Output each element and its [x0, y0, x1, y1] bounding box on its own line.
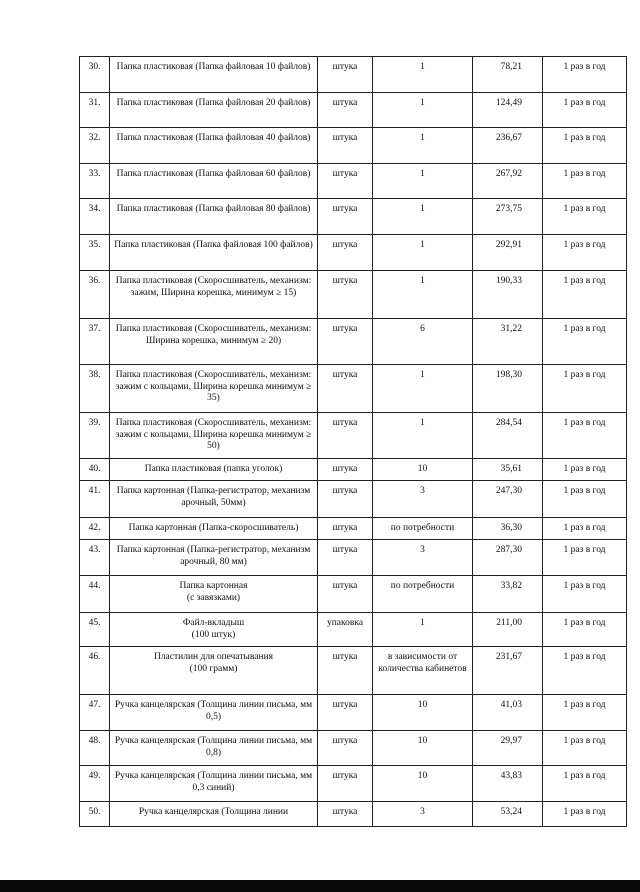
cell-price: 284,54 [473, 413, 543, 459]
cell-qty: 1 [373, 199, 473, 235]
cell-num: 36. [80, 271, 110, 319]
table-row [80, 802, 627, 827]
cell-num: 41. [80, 481, 110, 518]
cell-price: 36,30 [473, 518, 543, 540]
cell-period: 1 раз в год [543, 164, 627, 199]
table-row [80, 731, 627, 766]
cell-unit: штука [318, 128, 373, 164]
cell-name: Папка пластиковая (Папка файловая 60 файлов) [110, 164, 318, 199]
cell-unit: штука [318, 647, 373, 695]
cell-unit: штука [318, 413, 373, 459]
table-row [80, 613, 627, 647]
cell-period: 1 раз в год [543, 57, 627, 93]
cell-price: 292,91 [473, 235, 543, 271]
cell-period: 1 раз в год [543, 576, 627, 613]
cell-num: 38. [80, 365, 110, 413]
cell-unit: штука [318, 93, 373, 128]
cell-name: Папка картонная (Папка-регистратор, механизм арочный, 80 мм) [110, 540, 318, 576]
cell-name: Папка пластиковая (Скоросшиватель, механизм: зажим с кольцами, Ширина корешка минимум ≥ 35) [110, 365, 318, 413]
table-row [80, 128, 627, 164]
cell-name: Папка пластиковая (Папка файловая 80 файлов) [110, 199, 318, 235]
cell-qty: 1 [373, 235, 473, 271]
cell-price: 198,30 [473, 365, 543, 413]
cell-period: 1 раз в год [543, 613, 627, 647]
cell-name: Файл-вкладыш (100 штук) [110, 613, 318, 647]
cell-num: 37. [80, 319, 110, 365]
cell-price: 273,75 [473, 199, 543, 235]
cell-num: 32. [80, 128, 110, 164]
cell-name: Папка пластиковая (Скоросшиватель, механизм: Ширина корешка, минимум ≥ 20) [110, 319, 318, 365]
cell-price: 287,30 [473, 540, 543, 576]
cell-period: 1 раз в год [543, 766, 627, 802]
cell-name: Ручка канцелярская (Толщина линии письма, мм 0,5) [110, 695, 318, 731]
table-row [80, 57, 627, 93]
cell-num: 47. [80, 695, 110, 731]
supplies-table [79, 56, 627, 827]
cell-name: Папка пластиковая (Скоросшиватель, механизм: зажим с кольцами, Ширина корешка минимум ≥ 50) [110, 413, 318, 459]
table-row [80, 413, 627, 459]
cell-name: Папка пластиковая (Папка файловая 20 файлов) [110, 93, 318, 128]
cell-qty: 1 [373, 128, 473, 164]
table-row [80, 93, 627, 128]
cell-num: 42. [80, 518, 110, 540]
cell-unit: штука [318, 319, 373, 365]
cell-num: 33. [80, 164, 110, 199]
table-row [80, 271, 627, 319]
cell-unit: штука [318, 459, 373, 481]
table-row [80, 235, 627, 271]
cell-qty: 1 [373, 93, 473, 128]
cell-name: Папка пластиковая (Папка файловая 10 файлов) [110, 57, 318, 93]
cell-price: 78,21 [473, 57, 543, 93]
cell-num: 48. [80, 731, 110, 766]
cell-qty: 1 [373, 57, 473, 93]
table-row [80, 647, 627, 695]
cell-period: 1 раз в год [543, 647, 627, 695]
cell-unit: штука [318, 164, 373, 199]
cell-qty: 1 [373, 413, 473, 459]
cell-price: 33,82 [473, 576, 543, 613]
cell-qty: 1 [373, 365, 473, 413]
cell-num: 45. [80, 613, 110, 647]
cell-qty: 3 [373, 540, 473, 576]
cell-period: 1 раз в год [543, 459, 627, 481]
cell-unit: штука [318, 235, 373, 271]
cell-qty: 10 [373, 731, 473, 766]
cell-price: 124,49 [473, 93, 543, 128]
cell-num: 49. [80, 766, 110, 802]
cell-unit: штука [318, 695, 373, 731]
cell-qty: 3 [373, 802, 473, 827]
cell-qty: 6 [373, 319, 473, 365]
cell-name: Папка картонная (Папка-скоросшиватель) [110, 518, 318, 540]
cell-period: 1 раз в год [543, 731, 627, 766]
cell-num: 50. [80, 802, 110, 827]
table-row [80, 518, 627, 540]
cell-price: 267,92 [473, 164, 543, 199]
cell-price: 31,22 [473, 319, 543, 365]
cell-unit: штука [318, 731, 373, 766]
cell-period: 1 раз в год [543, 481, 627, 518]
cell-num: 40. [80, 459, 110, 481]
cell-period: 1 раз в год [543, 413, 627, 459]
cell-unit: штука [318, 365, 373, 413]
cell-name: Папка пластиковая (Папка файловая 100 файлов) [110, 235, 318, 271]
cell-name: Папка пластиковая (Скоросшиватель, механизм: зажим, Ширина корешка, минимум ≥ 15) [110, 271, 318, 319]
cell-unit: штука [318, 271, 373, 319]
cell-qty: в зависимости от количества кабинетов [373, 647, 473, 695]
cell-qty: 10 [373, 459, 473, 481]
cell-name: Папка картонная (с завязками) [110, 576, 318, 613]
cell-period: 1 раз в год [543, 93, 627, 128]
cell-qty: 3 [373, 481, 473, 518]
scan-edge-bar [0, 880, 640, 892]
cell-period: 1 раз в год [543, 695, 627, 731]
table-row [80, 199, 627, 235]
cell-period: 1 раз в год [543, 518, 627, 540]
cell-num: 30. [80, 57, 110, 93]
cell-period: 1 раз в год [543, 365, 627, 413]
cell-price: 231,67 [473, 647, 543, 695]
cell-num: 46. [80, 647, 110, 695]
table-body [80, 57, 627, 827]
table-row [80, 365, 627, 413]
table-row [80, 766, 627, 802]
cell-num: 44. [80, 576, 110, 613]
cell-unit: штука [318, 802, 373, 827]
cell-period: 1 раз в год [543, 540, 627, 576]
table-row [80, 540, 627, 576]
cell-num: 35. [80, 235, 110, 271]
cell-period: 1 раз в год [543, 199, 627, 235]
cell-unit: штука [318, 481, 373, 518]
cell-name: Ручка канцелярская (Толщина линии письма, мм 0,8) [110, 731, 318, 766]
cell-qty: по потребности [373, 518, 473, 540]
cell-price: 53,24 [473, 802, 543, 827]
cell-name: Ручка канцелярская (Толщина линии [110, 802, 318, 827]
cell-price: 41,03 [473, 695, 543, 731]
cell-unit: штука [318, 540, 373, 576]
cell-period: 1 раз в год [543, 271, 627, 319]
cell-unit: штука [318, 766, 373, 802]
cell-unit: упаковка [318, 613, 373, 647]
cell-num: 39. [80, 413, 110, 459]
cell-period: 1 раз в год [543, 319, 627, 365]
cell-name: Папка картонная (Папка-регистратор, механизм арочный, 50мм) [110, 481, 318, 518]
table-row [80, 319, 627, 365]
cell-name: Ручка канцелярская (Толщина линии письма, мм 0,3 синий) [110, 766, 318, 802]
table-row [80, 459, 627, 481]
cell-price: 29,97 [473, 731, 543, 766]
cell-num: 31. [80, 93, 110, 128]
cell-period: 1 раз в год [543, 128, 627, 164]
cell-qty: 1 [373, 271, 473, 319]
cell-price: 236,67 [473, 128, 543, 164]
cell-qty: 1 [373, 164, 473, 199]
cell-qty: по потребности [373, 576, 473, 613]
cell-name: Папка пластиковая (папка уголок) [110, 459, 318, 481]
cell-name: Папка пластиковая (Папка файловая 40 файлов) [110, 128, 318, 164]
cell-unit: штука [318, 199, 373, 235]
cell-num: 34. [80, 199, 110, 235]
table-row [80, 695, 627, 731]
cell-unit: штука [318, 57, 373, 93]
cell-price: 43,83 [473, 766, 543, 802]
cell-qty: 1 [373, 613, 473, 647]
cell-price: 211,00 [473, 613, 543, 647]
table-row [80, 576, 627, 613]
cell-period: 1 раз в год [543, 802, 627, 827]
cell-period: 1 раз в год [543, 235, 627, 271]
cell-price: 190,33 [473, 271, 543, 319]
cell-name: Пластилин для опечатывания (100 грамм) [110, 647, 318, 695]
cell-qty: 10 [373, 695, 473, 731]
cell-unit: штука [318, 576, 373, 613]
cell-price: 35,61 [473, 459, 543, 481]
cell-num: 43. [80, 540, 110, 576]
table-row [80, 481, 627, 518]
cell-unit: штука [318, 518, 373, 540]
cell-qty: 10 [373, 766, 473, 802]
table-row [80, 164, 627, 199]
cell-price: 247,30 [473, 481, 543, 518]
